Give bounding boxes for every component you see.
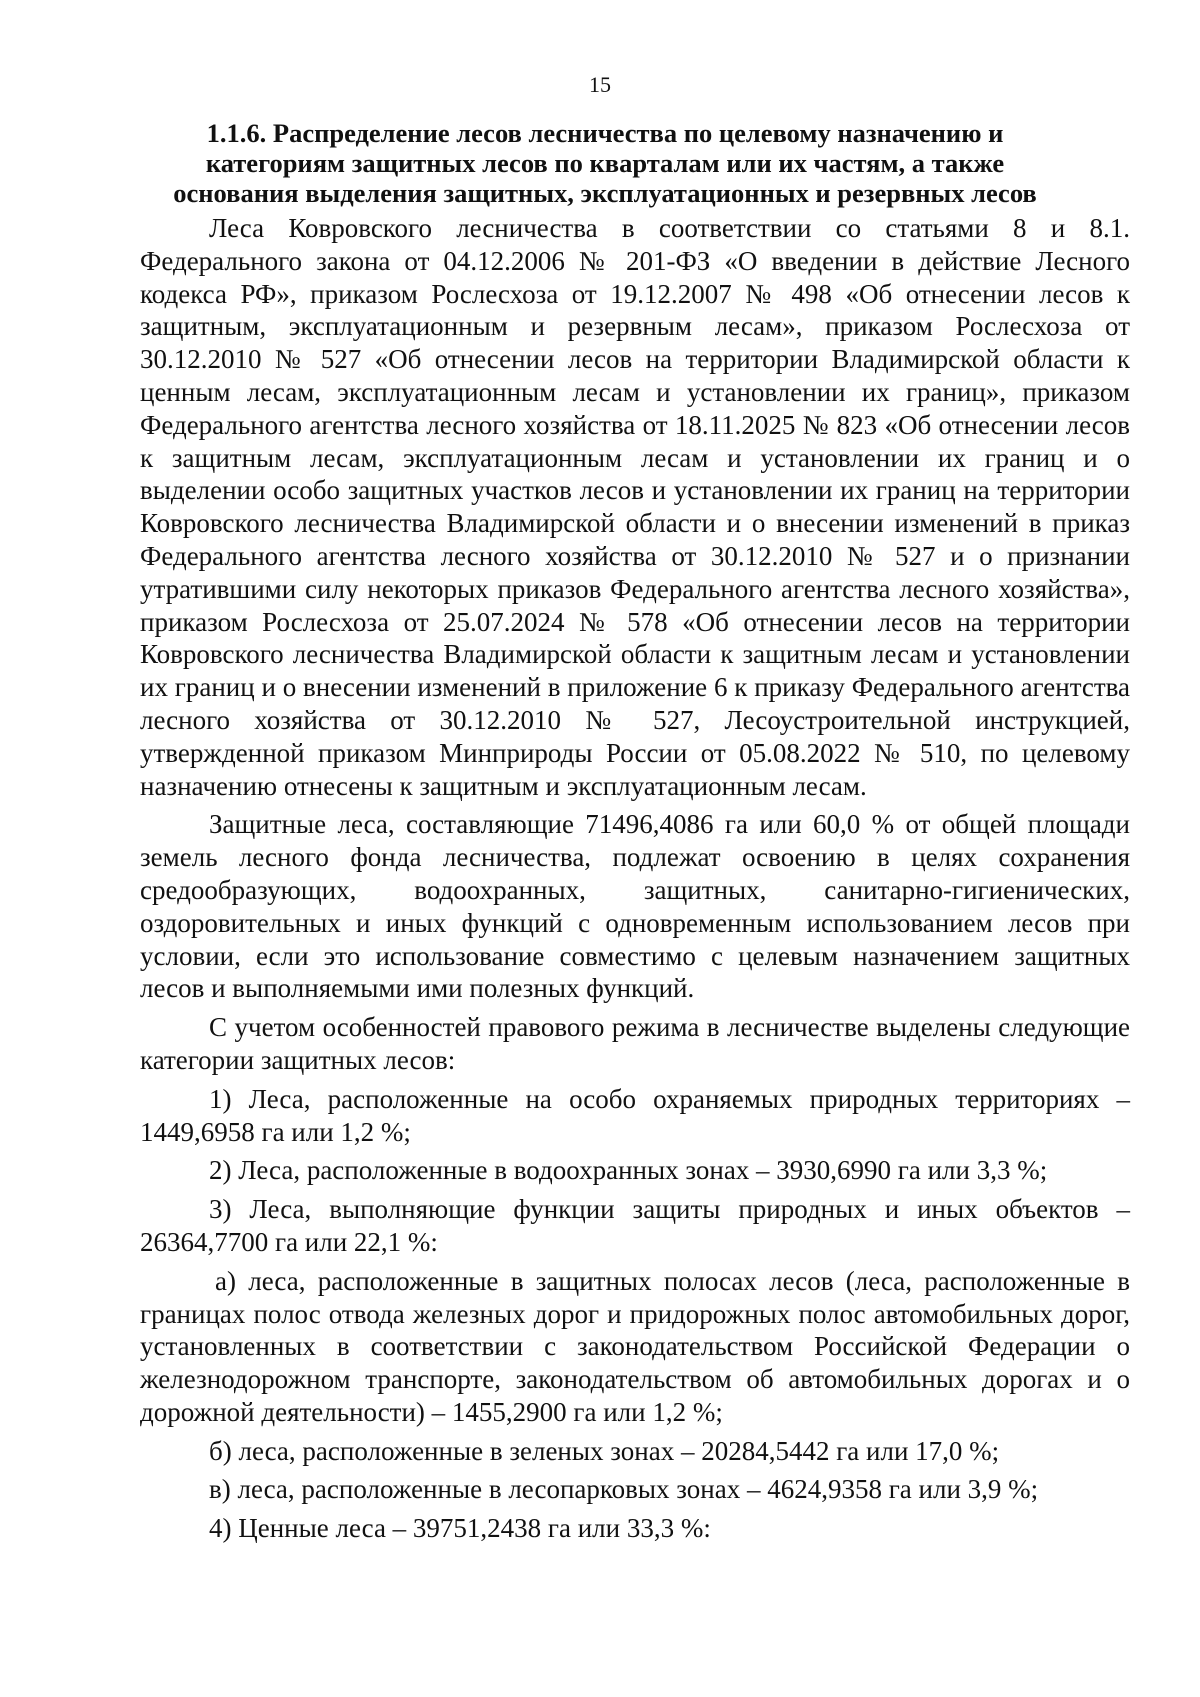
list-item-3: 3) Леса, выполняющие функции защиты природных и иных объектов – 26364,7700 га или 22,1 %: [140,1194,1130,1257]
paragraph-protective-forests: Защитные леса, составляющие 71496,4086 га или 60,0 % от общей площади земель лесного фонда лесничества, подлежат освоению в целях сохранения средообразующих, водоохранных, защитных, санитарно-гигиенических, оздоровительных и иных функций с одновременным использованием лесов при условии, если это использование совместимо с целевым назначением защитных лесов и выполняемыми ими полезных функций. [140,809,1130,1004]
list-item-3c: в) леса, расположенные в лесопарковых зонах – 4624,9358 га или 3,9 %; [209,1474,1039,1505]
heading-line-1: 1.1.6. Распределение лесов лесничества по целевому назначению и [206,118,1004,148]
heading-line-2: категориям защитных лесов по кварталам или их частям, а также [205,148,1005,178]
list-item-4: 4) Ценные леса – 39751,2438 га или 33,3 %: [209,1513,711,1544]
list-item-3b: б) леса, расположенные в зеленых зонах – 20284,5442 га или 17,0 %; [209,1435,1000,1466]
list-item-3a: а) леса, расположенные в защитных полосах лесов (леса, расположенные в границах полос отвода железных дорог и придорожных полос автомобильных дорог, установленных в соответствии с законодательством Российской Федерации о железнодорожном транспорте, законодательством об автомобильных дорогах и о дорожной деятельности) – 1455,2900 га или 1,2 %; [140,1265,1130,1427]
page-number: 15 [589,72,611,97]
section-heading [140,118,1070,208]
heading-line-3: основания выделения защитных, эксплуатационных и резервных лесов [173,178,1037,208]
paragraph-categories-intro: С учетом особенностей правового режима в лесничестве выделены следующие категории защитных лесов: [140,1012,1130,1075]
paragraph-legal-basis: Леса Ковровского лесничества в соответствии со статьями 8 и 8.1. Федерального закона от 04.12.2006 № 201-ФЗ «О введении в действие Лесного кодекса РФ», приказом Рослесхоза от 19.12.2007 № 498 «Об отнесении лесов к защитным, эксплуатационным и резервным лесам», приказом Рослесхоза от 30.12.2010 № 527 «Об отнесении лесов на территории Владимирской области к ценным лесам, эксплуатационным лесам и установлении их границ», приказом Федерального агентства лесного хозяйства от 18.11.2025 № 823 «Об отнесении лесов к защитным лесам, эксплуатационным лесам и установлении их границ и о выделении особо защитных участков лесов и установлении их границ на территории Ковровского лесничества Владимирской области и о внесении изменений в приказ Федерального агентства лесного хозяйства от 30.12.2010 № 527 и о признании утратившими силу некоторых приказов Федерального агентства лесного хозяйства», приказом Рослесхоза от 25.07.2024 № 578 «Об отнесении лесов на территории Ковровского лесничества Владимирской области к защитным лесам и установлении их границ и о внесении изменений в приложение 6 к приказу Федерального агентства лесного хозяйства от 30.12.2010 № 527, Лесоустроительной инструкцией, утвержденной приказом Минприроды России от 05.08.2022 № 510, по целевому назначению отнесены к защитным и эксплуатационным лесам. [140,213,1130,801]
list-item-1: 1) Леса, расположенные на особо охраняемых природных территориях – 1449,6958 га или 1,2 %; [140,1083,1130,1147]
body-text [140,212,1130,1545]
list-item-2: 2) Леса, расположенные в водоохранных зонах – 3930,6990 га или 3,3 %; [209,1155,1048,1186]
